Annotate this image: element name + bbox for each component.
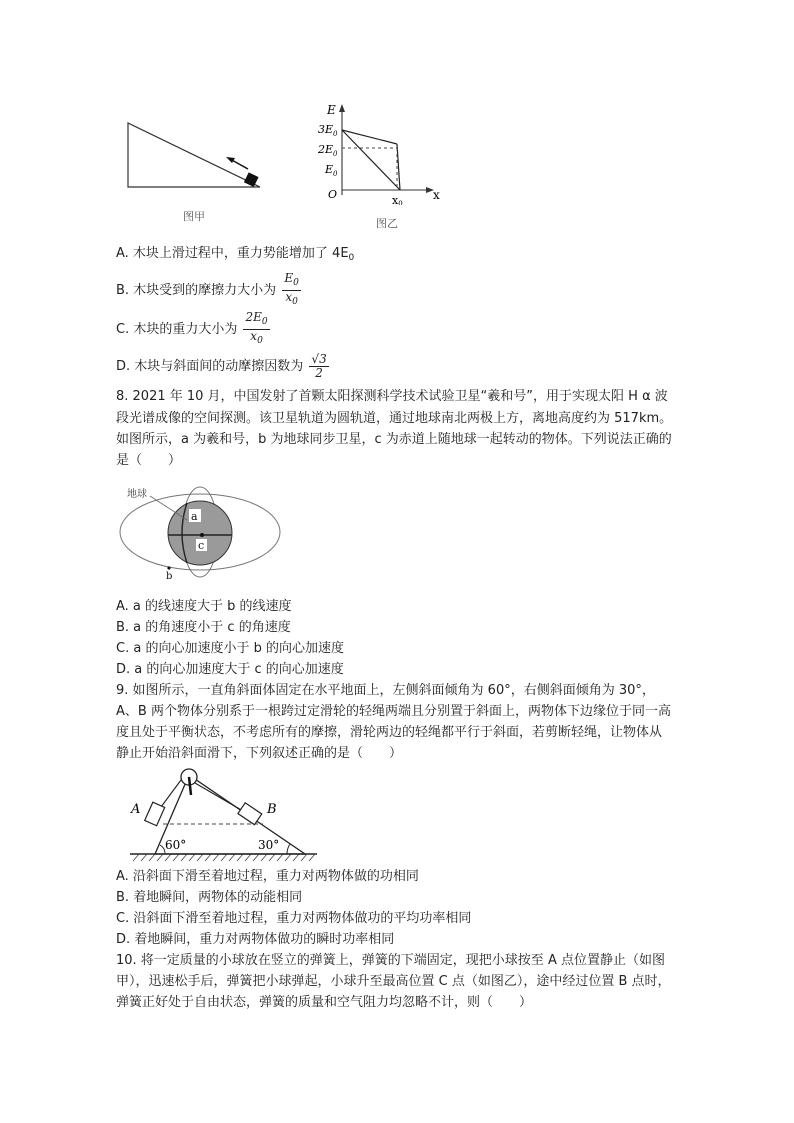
angle-arc-30: [287, 844, 290, 854]
rope-left: [161, 780, 181, 807]
figure-double-incline: [125, 763, 325, 863]
e-axis-arrow: [339, 104, 345, 112]
block-a: [145, 802, 165, 826]
e-axis-label: E: [327, 103, 336, 117]
q8-option-c: C. a 的向心加速度小于 b 的向心加速度: [116, 641, 344, 656]
earth-label: 地球: [127, 489, 147, 500]
q8-line-1: 8. 2021 年 10 月，中国发射了首颗太阳探测科学技术试验卫星“羲和号”，用于实现太阳 H α 波: [116, 389, 668, 404]
label-c: c: [198, 539, 205, 552]
q8-line-2: 段光谱成像的空间探测。该卫星轨道为圆轨道，通过地球南北两极上方，离地高度约为 517km。: [116, 411, 673, 426]
label-block-a: A: [131, 802, 141, 817]
tick-3e0: $3E_0$: [318, 123, 338, 138]
q9-line-2: A、B 两个物体分别系于一根跨过定滑轮的轻绳两端且分别置于斜面上，两物体下边缘位于同一高: [116, 704, 671, 719]
q8-line-3: 如图所示，a 为羲和号，b 为地球同步卫星，c 为赤道上随地球一起转动的物体。下列说法正确的: [116, 432, 672, 447]
angle-60-label: 60°: [165, 838, 187, 852]
q9-option-c: C. 沿斜面下滑至着地过程，重力对两物体做功的平均功率相同: [116, 911, 472, 926]
rope-right: [195, 783, 243, 811]
q8-line-4: 是（ ）: [116, 453, 182, 468]
origin-label: O: [328, 188, 338, 201]
label-b: b: [166, 571, 173, 582]
ground-hatch: [133, 854, 315, 861]
figure-jia-incline: [120, 115, 270, 197]
q7-c-fraction: $\frac{2E_0}{x_0}$: [245, 310, 268, 346]
x-axis-label: x: [433, 188, 440, 202]
figure-jia-caption: 图甲: [183, 210, 205, 223]
q7-option-a: A. 木块上滑过程中，重力势能增加了 $4E_0$: [116, 246, 355, 263]
figure-yi-energy-graph: [312, 100, 447, 205]
figure-yi-caption: 图乙: [376, 217, 398, 230]
q10-line-1: 10. 将一定质量的小球放在竖立的弹簧上，弹簧的下端固定，现把小球按至 A 点位置静止（如图: [116, 953, 665, 968]
q7-d-fraction: $\frac{√3}{2}$: [311, 352, 327, 380]
x0-label: x0: [392, 194, 403, 205]
q7-option-b: B. 木块受到的摩擦力大小为 $\frac{E_0}{x_0}$: [116, 271, 299, 307]
q9-option-d: D. 着地瞬间，重力对两物体做功的瞬时功率相同: [116, 932, 395, 947]
q9-option-b: B. 着地瞬间，两物体的动能相同: [116, 890, 303, 905]
point-b: [167, 566, 170, 569]
label-block-b: B: [267, 802, 277, 817]
q7-option-c: C. 木块的重力大小为 $\frac{2E_0}{x_0}$: [116, 310, 268, 346]
incline-triangle: [128, 123, 260, 187]
arrow-head: [226, 157, 235, 163]
q8-option-a: A. a 的线速度大于 b 的线速度: [116, 599, 292, 614]
figure-earth-orbits: [115, 482, 285, 582]
total-energy-line: [342, 130, 397, 144]
q7-option-d: D. 木块与斜面间的动摩擦因数为 $\frac{√3}{2}$: [116, 352, 327, 380]
tick-e0: $E_0$: [325, 163, 338, 178]
q9-line-1: 9. 如图所示，一直角斜面体固定在水平地面上，左侧斜面倾角为 60°，右侧斜面倾角为 30°，: [116, 683, 655, 698]
q9-option-a: A. 沿斜面下滑至着地过程，重力对两物体做的功相同: [116, 869, 419, 884]
kinetic-energy-line: [342, 130, 400, 190]
tick-2e0: $2E_0$: [318, 143, 338, 158]
q8-option-d: D. a 的向心加速度大于 c 的向心加速度: [116, 662, 344, 677]
q9-line-3: 度且处于平衡状态，不考虑所有的摩擦，滑轮两边的轻绳都平行于斜面，若剪断轻绳，让物体从: [116, 725, 663, 740]
angle-30-label: 30°: [258, 838, 280, 852]
q8-option-b: B. a 的角速度小于 c 的角速度: [116, 620, 291, 635]
q7-b-fraction: $\frac{E_0}{x_0}$: [284, 271, 299, 307]
q10-line-2: 甲），迅速松手后，弹簧把小球弹起，小球升至最高位置 C 点（如图乙），途中经过位置 B 点时，: [116, 974, 671, 989]
label-a: a: [191, 510, 198, 523]
q10-line-3: 弹簧正好处于自由状态，弹簧的质量和空气阻力均忽略不计，则（ ）: [116, 995, 533, 1010]
point-c: [200, 533, 204, 537]
q9-line-4: 静止开始沿斜面滑下，下列叙述正确的是（ ）: [116, 746, 403, 761]
